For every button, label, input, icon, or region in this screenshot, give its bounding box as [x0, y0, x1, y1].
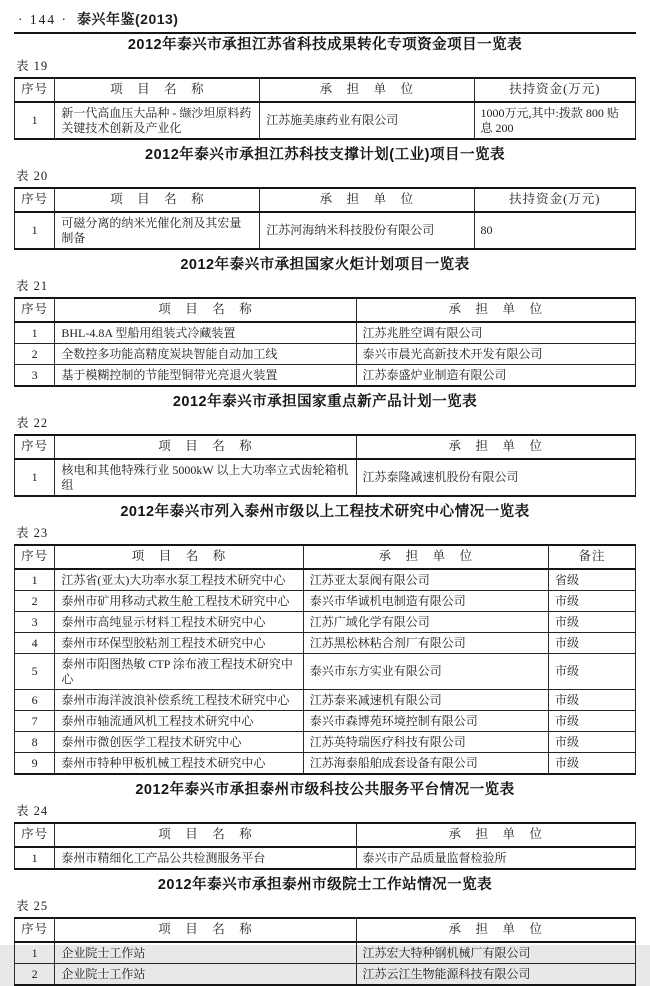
- table-cell: 江苏英特瑞医疗科技有限公司: [303, 732, 548, 753]
- table-row: [15, 102, 636, 139]
- column-header: 扶持资金(万元): [474, 78, 635, 102]
- header-row: [15, 918, 636, 942]
- table-cell: 80: [474, 212, 635, 249]
- data-table: [14, 434, 636, 497]
- table-body: [15, 569, 636, 774]
- table-body: [15, 212, 636, 249]
- header-row: [15, 298, 636, 322]
- table-row: [15, 344, 636, 365]
- table-cell: 泰州市环保型胶粘剂工程技术研究中心: [55, 633, 303, 654]
- data-table: [14, 187, 636, 250]
- table-row: [15, 847, 636, 869]
- table-title: 2012年泰兴市列入泰州市级以上工程技术研究中心情况一览表: [120, 504, 530, 521]
- table-title: 2012年泰兴市承担国家重点新产品计划一览表: [172, 394, 478, 411]
- table-body: [15, 322, 636, 386]
- table-cell: 8: [15, 732, 55, 753]
- column-header: 序号: [15, 78, 55, 102]
- table-cell: 全数控多功能高精度炭块智能自动加工线: [55, 344, 356, 365]
- table-row: [15, 711, 636, 732]
- table-row: [15, 732, 636, 753]
- data-table: [14, 77, 636, 140]
- column-header: 项 目 名 称: [55, 298, 356, 322]
- table-cell: 4: [15, 633, 55, 654]
- table-cell: 1: [31, 325, 38, 340]
- column-header: 序号: [15, 545, 55, 569]
- table-section: [14, 257, 636, 387]
- table-cell: 可磁分离的纳米光催化剂及其宏量制备: [55, 212, 260, 249]
- table-section: [14, 877, 636, 986]
- table-row: [15, 753, 636, 775]
- column-header: 序号: [15, 823, 55, 847]
- column-header: 项 目 名 称: [55, 823, 356, 847]
- column-header: 序号: [15, 298, 55, 322]
- column-header: 承 担 单 位: [356, 918, 635, 942]
- table-label: 表 19: [16, 59, 49, 74]
- table-cell: 市级: [549, 753, 636, 775]
- page-header: [14, 7, 636, 32]
- table-cell: 江苏广域化学有限公司: [303, 612, 548, 633]
- table-row: [15, 654, 636, 690]
- table-cell: 1: [31, 850, 38, 865]
- column-header: 承 担 单 位: [260, 78, 474, 102]
- table-cell: 市级: [549, 732, 636, 753]
- table-row: [15, 612, 636, 633]
- data-table: [14, 544, 636, 775]
- tables-container: [14, 37, 636, 986]
- header-row: [15, 435, 636, 459]
- table-row: [15, 212, 636, 249]
- column-header: 序号: [15, 188, 55, 212]
- column-header: 项 目 名 称: [55, 78, 260, 102]
- table-cell: 3: [15, 612, 55, 633]
- table-cell: 江苏泰隆减速机股份有限公司: [356, 459, 635, 496]
- column-header: 承 担 单 位: [356, 298, 635, 322]
- table-cell: 3: [15, 365, 55, 387]
- table-cell: 泰兴市华诚机电制造有限公司: [303, 591, 548, 612]
- table-head: [15, 545, 636, 569]
- table-row: [15, 365, 636, 387]
- table-cell: 5: [15, 654, 55, 690]
- table-cell: 江苏云江生物能源科技有限公司: [356, 964, 635, 986]
- table-cell: 2: [15, 591, 55, 612]
- table-label: 表 24: [16, 804, 49, 819]
- table-row: [15, 942, 636, 964]
- header-row: [15, 545, 636, 569]
- table-cell: 1: [31, 470, 38, 485]
- table-cell: 企业院士工作站: [55, 942, 356, 964]
- table-cell: 省级: [549, 569, 636, 591]
- data-table: [14, 297, 636, 387]
- table-cell: 市级: [549, 612, 636, 633]
- table-head: [15, 435, 636, 459]
- table-cell: 7: [15, 711, 55, 732]
- table-cell: 江苏海泰船舶成套设备有限公司: [303, 753, 548, 775]
- table-label: 表 20: [16, 169, 49, 184]
- table-cell: 9: [15, 753, 55, 775]
- table-row: [15, 591, 636, 612]
- table-head: [15, 918, 636, 942]
- column-header: 承 担 单 位: [356, 435, 635, 459]
- table-cell: 基于模糊控制的节能型铜带光亮退火装置: [55, 365, 356, 387]
- table-cell: 江苏河海纳米科技股份有限公司: [260, 212, 474, 249]
- table-title: 2012年泰兴市承担国家火炬计划项目一览表: [180, 257, 470, 274]
- table-cell: 江苏施美康药业有限公司: [260, 102, 474, 139]
- table-cell: BHL-4.8A 型船用组装式冷藏装置: [55, 322, 356, 344]
- data-table: [14, 917, 636, 986]
- column-header: 项 目 名 称: [55, 545, 303, 569]
- table-cell: 泰州市海洋波浪补偿系统工程技术研究中心: [55, 690, 303, 711]
- table-row: [15, 322, 636, 344]
- table-cell: 2: [15, 344, 55, 365]
- table-cell: 1: [31, 572, 38, 587]
- table-title: 2012年泰兴市承担泰州市级科技公共服务平台情况一览表: [135, 782, 515, 799]
- header-divider: [14, 32, 636, 34]
- column-header: 序号: [15, 435, 55, 459]
- table-head: [15, 188, 636, 212]
- column-header: 项 目 名 称: [55, 435, 356, 459]
- table-cell: 1: [31, 945, 38, 960]
- header-row: [15, 78, 636, 102]
- data-table: [14, 822, 636, 870]
- table-cell: 新一代高血压大品种 - 缬沙坦原料药关键技术创新及产业化: [55, 102, 260, 139]
- table-title: 2012年泰兴市承担泰州市级院士工作站情况一览表: [157, 877, 493, 894]
- table-cell: 江苏黑松林粘合剂厂有限公司: [303, 633, 548, 654]
- table-row: [15, 964, 636, 986]
- table-cell: 泰州市阳图热敏 CTP 涂布液工程技术研究中心: [55, 654, 303, 690]
- table-cell: 核电和其他特殊行业 5000kW 以上大功率立式齿轮箱机组: [55, 459, 356, 496]
- table-cell: 江苏泰来减速机有限公司: [303, 690, 548, 711]
- table-cell: 江苏泰盛炉业制造有限公司: [356, 365, 635, 387]
- table-label: 表 25: [16, 899, 49, 914]
- table-label: 表 23: [16, 526, 49, 541]
- book-title: 泰兴年鉴(2013): [77, 11, 179, 27]
- table-section: [14, 504, 636, 775]
- table-row: [15, 690, 636, 711]
- table-cell: 泰兴市产品质量监督检验所: [356, 847, 635, 869]
- table-cell: 市级: [549, 711, 636, 732]
- table-head: [15, 78, 636, 102]
- table-cell: 江苏兆胜空调有限公司: [356, 322, 635, 344]
- table-cell: 市级: [549, 633, 636, 654]
- table-cell: 江苏省(亚太)大功率水泵工程技术研究中心: [55, 569, 303, 591]
- column-header: 承 担 单 位: [303, 545, 548, 569]
- table-title: 2012年泰兴市承担江苏省科技成果转化专项资金项目一览表: [127, 37, 523, 53]
- header-row: [15, 188, 636, 212]
- table-body: [15, 942, 636, 985]
- table-cell: 泰州市高纯显示材料工程技术研究中心: [55, 612, 303, 633]
- table-cell: 泰州市精细化工产品公共检测服务平台: [55, 847, 356, 869]
- table-title: 2012年泰兴市承担江苏科技支撑计划(工业)项目一览表: [145, 147, 505, 164]
- table-cell: 泰州市矿用移动式救生舱工程技术研究中心: [55, 591, 303, 612]
- table-row: [15, 459, 636, 496]
- column-header: 项 目 名 称: [55, 918, 356, 942]
- table-head: [15, 298, 636, 322]
- table-row: [15, 633, 636, 654]
- table-head: [15, 823, 636, 847]
- column-header: 承 担 单 位: [356, 823, 635, 847]
- table-label: 表 22: [16, 416, 49, 431]
- page-number: · 144 ·: [18, 12, 68, 27]
- table-section: [14, 394, 636, 497]
- table-cell: 泰兴市晨光高新技术开发有限公司: [356, 344, 635, 365]
- table-cell: 2: [15, 964, 55, 986]
- table-cell: 江苏宏大特种钢机械厂有限公司: [356, 942, 635, 964]
- table-section: [14, 782, 636, 870]
- table-cell: 6: [15, 690, 55, 711]
- table-section: [14, 147, 636, 250]
- table-cell: 泰州市轴流通风机工程技术研究中心: [55, 711, 303, 732]
- table-label: 表 21: [16, 279, 49, 294]
- table-cell: 1000万元,其中:拨款 800 贴息 200: [474, 102, 635, 139]
- column-header: 备注: [549, 545, 636, 569]
- column-header: 扶持资金(万元): [474, 188, 635, 212]
- table-cell: 泰兴市东方实业有限公司: [303, 654, 548, 690]
- table-section: [14, 37, 636, 140]
- table-cell: 泰兴市森博苑环境控制有限公司: [303, 711, 548, 732]
- table-body: [15, 102, 636, 139]
- table-cell: 市级: [549, 591, 636, 612]
- table-cell: 泰州市特种甲板机械工程技术研究中心: [55, 753, 303, 775]
- header-row: [15, 823, 636, 847]
- column-header: 项 目 名 称: [55, 188, 260, 212]
- table-cell: 1: [31, 113, 38, 128]
- table-cell: 企业院士工作站: [55, 964, 356, 986]
- table-cell: 1: [31, 223, 38, 238]
- column-header: 序号: [15, 918, 55, 942]
- table-cell: 江苏亚太泵阀有限公司: [303, 569, 548, 591]
- table-row: [15, 569, 636, 591]
- table-body: [15, 847, 636, 869]
- table-body: [15, 459, 636, 496]
- column-header: 承 担 单 位: [260, 188, 474, 212]
- table-cell: 泰州市微创医学工程技术研究中心: [55, 732, 303, 753]
- table-cell: 市级: [549, 654, 636, 690]
- table-cell: 市级: [549, 690, 636, 711]
